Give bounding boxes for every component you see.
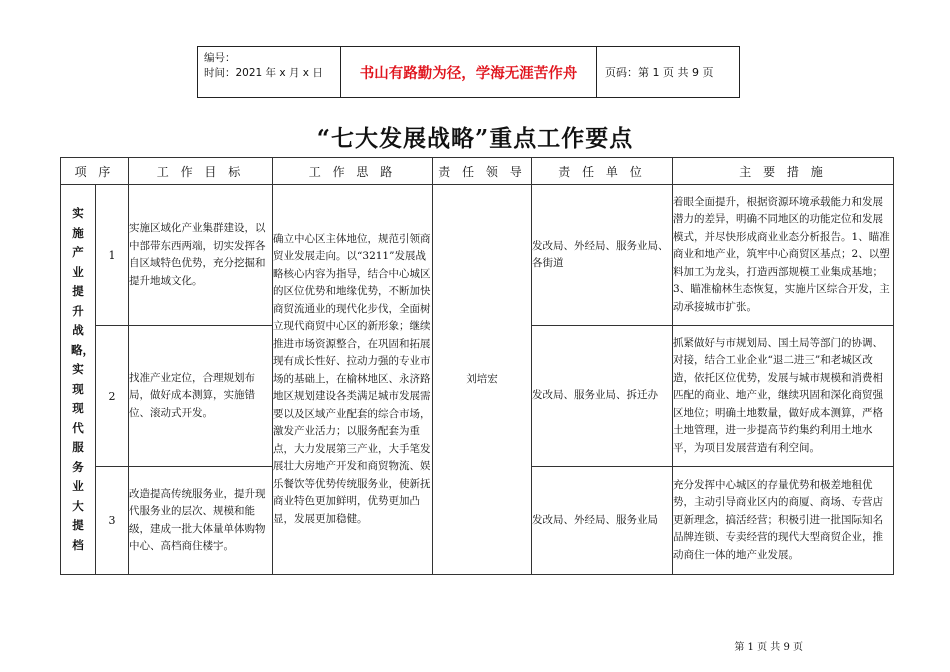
measures-cell: 充分发挥中心城区的存量优势和极差地租优势，主动引导商业区内的商厦、商场、专营店更新理念，搞活经营；积极引进一批国际知名品牌连锁、专卖经营的现代大型商贸企业，推动商住一体的地产业发展。	[673, 467, 894, 575]
col-header-units: 责 任 单 位	[532, 158, 673, 185]
header-slogan: 书山有路勤为径，学海无涯苦作舟	[341, 47, 597, 97]
row-number: 3	[96, 467, 129, 575]
col-header-goal: 工 作 目 标	[129, 158, 273, 185]
goal-cell: 实施区域化产业集群建设，以中部带东西两端，切实发挥各自区域特色优势，充分挖掘和提升地域文化。	[129, 185, 273, 326]
col-header-measures: 主 要 措 施	[673, 158, 894, 185]
measures-cell: 着眼全面提升，根据资源环境承载能力和发展潜力的差异，明确不同地区的功能定位和发展模式，并尽快形成商业业态分析报告。1、瞄准商业和地产业，筑牢中心商贸区基点；2、以塑料加工为龙头，打造西部规模工业集成基地；3、瞄准榆林生态恢复，实施片区综合开发，主动承接城市扩张。	[673, 185, 894, 326]
units-cell: 发改局、服务业局、拆迁办	[532, 326, 673, 467]
work-plan-table	[60, 157, 894, 575]
leader-cell: 刘培宏	[433, 185, 532, 575]
table-row	[61, 185, 894, 326]
category-text: 实施产业提升战略，实现现代服务业大提档	[71, 206, 94, 552]
approach-cell: 确立中心区主体地位，规范引领商贸业发展走向。以“3211”发展战略核心内容为指导，结合中心城区的区位优势和地缘优势，不断加快商贸流通业的现代化步伐，全面树立现代商贸中心区的新形象；继续推进市场资源整合，在巩固和拓展现有成长性好、拉动力强的专业市场的基础上，在榆林地区、永济路地区规划建设各类满足城市发展需要以及区域产业配套的综合市场，激发产业活力；以服务配套为重点，大力发展第三产业，大手笔发展壮大房地产开发和商贸物流、娱乐餐饮等优势传统服务业，使新抚商业特色更加鲜明，优势更加凸显，发展更加稳健。	[273, 185, 433, 575]
measures-cell: 抓紧做好与市规划局、国土局等部门的协调、对接，结合工业企业“退二进三”和老城区改造，依托区位优势，发展与城市规模和消费相匹配的商业、地产业，继续巩固和深化商贸强区地位；明确土地数量，做好成本测算，严格土地管理，进一步提高节约集约利用土地水平，为项目发展营造有利空间。	[673, 326, 894, 467]
goal-cell: 找准产业定位，合理规划布局，做好成本测算，实施错位、滚动式开发。	[129, 326, 273, 467]
col-header-approach: 工 作 思 路	[273, 158, 433, 185]
time-label: 时间：2021 年 x 月 x 日	[204, 67, 323, 79]
col-header-leader: 责 任 领 导	[433, 158, 532, 185]
row-number: 2	[96, 326, 129, 467]
table-header-row	[61, 158, 894, 185]
page-footer: 第 1 页 共 9 页	[734, 642, 803, 653]
row-number: 1	[96, 185, 129, 326]
category-cell	[61, 185, 96, 575]
code-label: 编号：	[204, 52, 236, 64]
header-meta	[198, 47, 341, 97]
col-header-sequence: 项 序	[61, 158, 129, 185]
document-header	[197, 46, 740, 98]
units-cell: 发改局、外经局、服务业局	[532, 467, 673, 575]
header-page-info: 页码：第 1 页 共 9 页	[605, 66, 714, 79]
goal-cell: 改造提高传统服务业，提升现代服务业的层次、规模和能级，建成一批大体量单体购物中心、高档商住楼宇。	[129, 467, 273, 575]
page-title: “七大发展战略”重点工作要点	[316, 125, 634, 152]
units-cell: 发改局、外经局、服务业局、各街道	[532, 185, 673, 326]
